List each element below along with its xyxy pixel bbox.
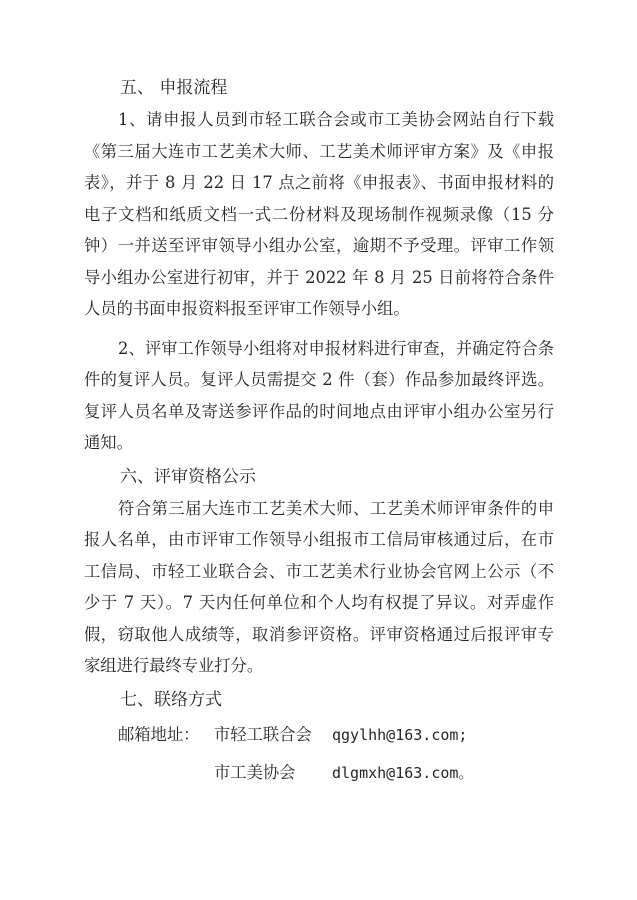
- contact-org: 市轻工联合会: [214, 724, 312, 744]
- contact-email: qgylhh@163.com;: [332, 725, 468, 744]
- contact-label: 邮箱地址：: [118, 724, 200, 744]
- paragraph-review-step-2: 2、评审工作领导小组将对申报材料进行审查，并确定符合条件的复评人员。复评人员需提交 2 件（套）作品参加最终评选。复评人员名单及寄送参评作品的时间地点由评审小组办公室另行通知。: [84, 338, 554, 452]
- paragraph-qualification-notice: 符合第三届大连市工艺美术大师、工艺美术师评审条件的申报人名单，由市评审工作领导小组报市工信局审核通过后，在市工信局、市轻工业联合会、市工艺美术行业协会官网上公示（不少于 7 天）。7 天内任何单位和个人均有权提了异议。对弄虚作假，窃取他人成绩等，取消参评资格。评审资格通过后报评审专家组进行最终专业打分。: [84, 498, 554, 675]
- contact-row-arts-association: [84, 754, 554, 792]
- paragraph-submission-step-1: 1、请申报人员到市轻工联合会或市工美协会网站自行下载《第三届大连市工艺美术大师、工艺美术师评审方案》及《申报表》，并于 8 月 22 日 17 点之前将《申报表》、书面申报材料的电子文档和纸质文档一式二份材料及现场制作视频录像（15 分钟）一并送至评审领导小组办公室，逾期不予受理。评审工作领导小组办公室进行初审，并于 2022 年 8 月 25 日前将符合条件人员的书面申报资料报至评审工作领导小组。: [84, 110, 554, 318]
- contact-row-light-industry: [84, 716, 554, 754]
- section-heading-qualification-notice: 六、评审资格公示: [120, 466, 256, 487]
- document-body: [84, 72, 554, 792]
- section-heading-application-process: 五、 申报流程: [120, 78, 228, 98]
- contact-email: dlgmxh@163.com。: [332, 763, 474, 782]
- contact-org: 市工美协会: [214, 762, 296, 782]
- section-heading-contact: 七、联络方式: [120, 689, 222, 710]
